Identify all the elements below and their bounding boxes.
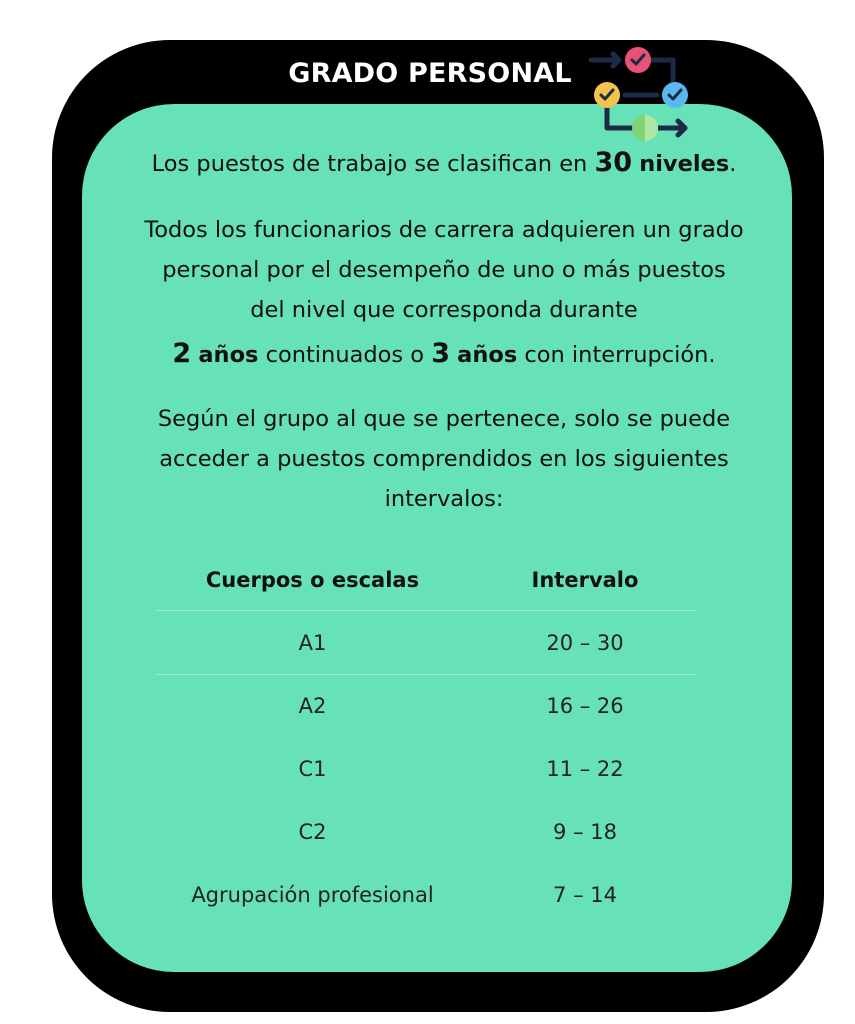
years-line <box>108 334 780 375</box>
intro-paragraph <box>108 143 780 184</box>
page-title: GRADO PERSONAL <box>288 58 572 89</box>
table-cell-body: Agrupación profesional <box>191 883 434 907</box>
table-cell-interval: 20 – 30 <box>546 631 624 655</box>
years-end-text: con interrupción. <box>517 342 716 368</box>
grade-text: Todos los funcionarios de carrera adquieren un grado personal por el desempeño de uno o más puestos del nivel que corresponda durante <box>144 217 744 323</box>
intro-text: Los puestos de trabajo se clasifican en <box>151 151 595 177</box>
years2-number: 3 <box>431 338 451 369</box>
table-cell-body: A1 <box>298 631 327 655</box>
grade-paragraph <box>108 210 780 375</box>
intervals-paragraph: Según el grupo al que se pertenece, solo se puede acceder a puestos comprendidos en los siguientes intervalos: <box>157 406 731 512</box>
table-cell-interval: 7 – 14 <box>553 883 617 907</box>
table-header-interval: Intervalo <box>531 568 639 592</box>
table-divider <box>155 674 695 675</box>
levels-number: 30 <box>594 147 633 178</box>
table-cell-body: A2 <box>298 694 327 718</box>
years1-unit: años <box>198 342 259 368</box>
years2-unit: años <box>457 342 518 368</box>
table-header-bodies: Cuerpos o escalas <box>205 568 420 592</box>
table-cell-body: C2 <box>298 820 327 844</box>
table-divider <box>155 610 695 611</box>
table-cell-interval: 16 – 26 <box>546 694 624 718</box>
workflow-checklist-icon <box>585 42 697 146</box>
table-cell-interval: 11 – 22 <box>546 757 624 781</box>
years1-number: 2 <box>172 338 192 369</box>
table-cell-interval: 9 – 18 <box>553 820 617 844</box>
table-cell-body: C1 <box>298 757 327 781</box>
years-middle-text: continuados o <box>258 342 432 368</box>
intro-period: . <box>729 151 737 177</box>
levels-unit: niveles <box>639 151 730 177</box>
